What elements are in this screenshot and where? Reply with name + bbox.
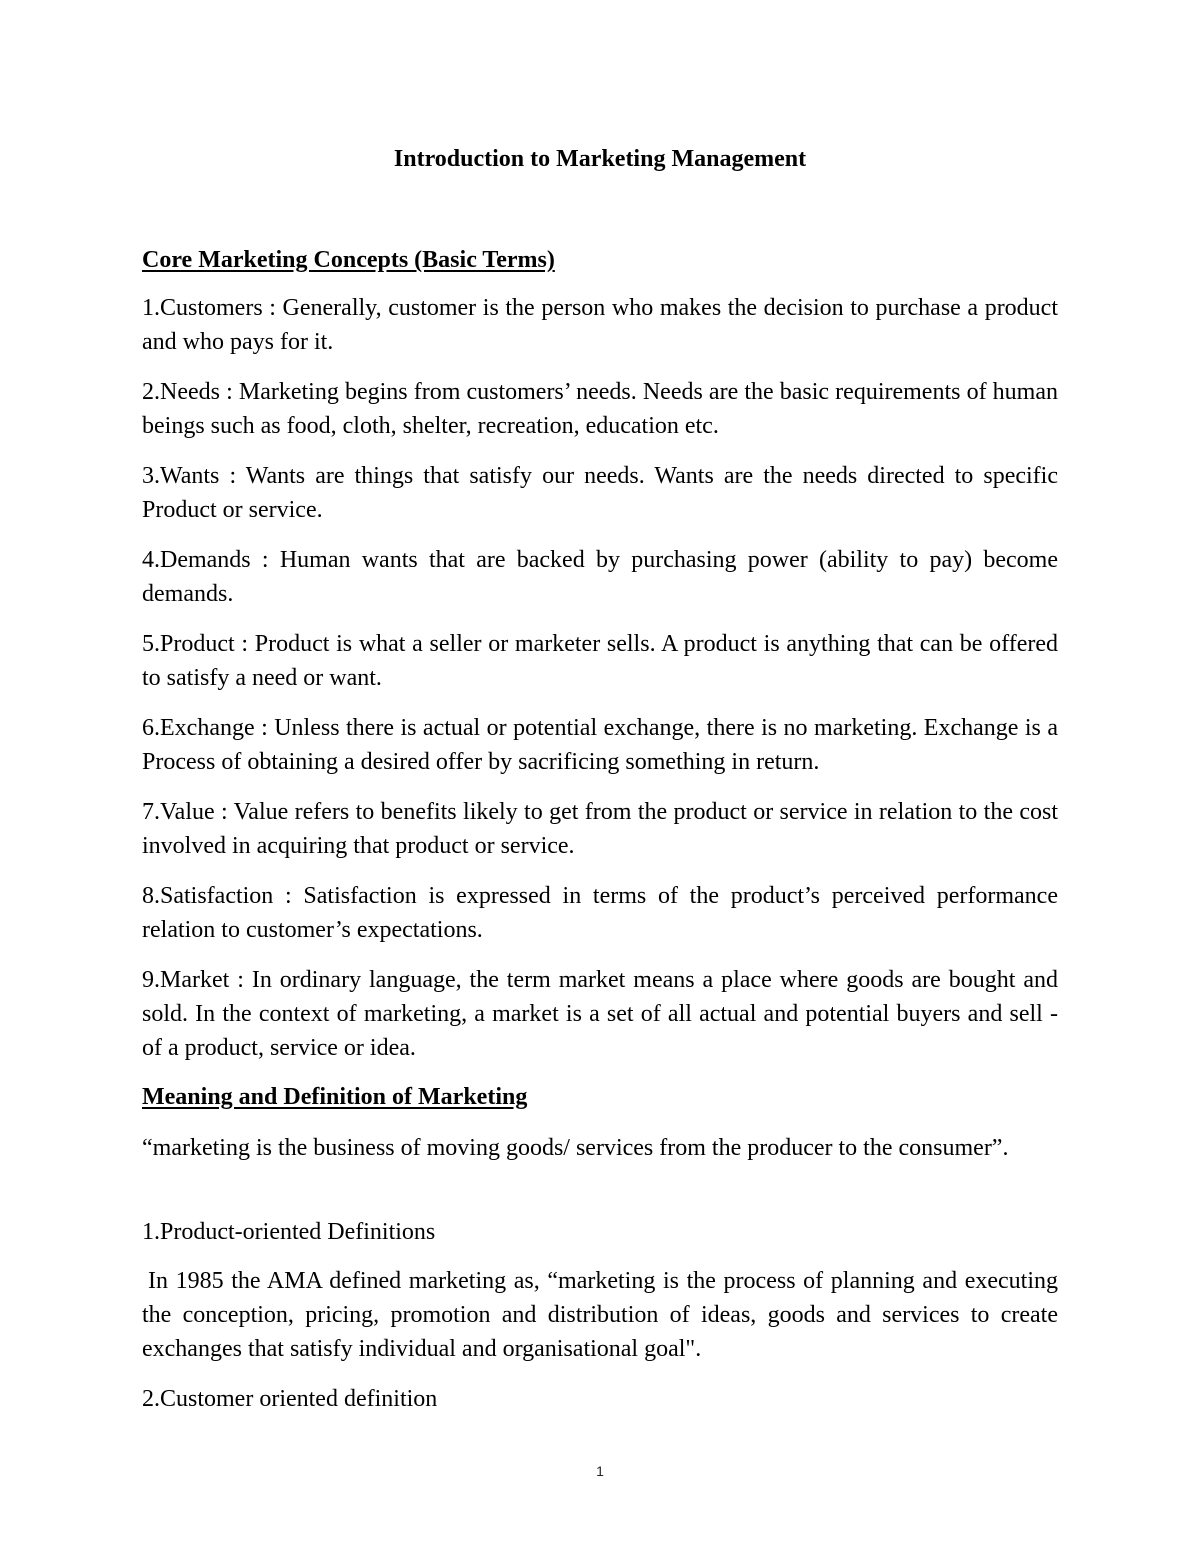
- document-title: Introduction to Marketing Management: [393, 146, 807, 172]
- concept-customers: 1.Customers : Generally, customer is the person who makes the decision to purchase a product and who pays for it.: [142, 295, 1058, 355]
- concept-wants: 3.Wants : Wants are things that satisfy our needs. Wants are the needs directed to specific Product or service.: [142, 463, 1058, 523]
- page-number: 1: [596, 1463, 604, 1479]
- concept-product: 5.Product : Product is what a seller or marketer sells. A product is anything that can be offered to satisfy a need or want.: [142, 631, 1058, 691]
- section-heading-core-concepts: Core Marketing Concepts (Basic Terms): [142, 247, 555, 273]
- subheading-product-oriented: 1.Product-oriented Definitions: [142, 1219, 436, 1245]
- concept-exchange: 6.Exchange : Unless there is actual or potential exchange, there is no marketing. Exchange is a Process of obtaining a desired offer by sacrificing something in return.: [142, 715, 1058, 775]
- concept-demands: 4.Demands : Human wants that are backed by purchasing power (ability to pay) become demands.: [142, 547, 1058, 607]
- concept-satisfaction: 8.Satisfaction : Satisfaction is expressed in terms of the product’s perceived performance relation to customer’s expectations.: [142, 883, 1058, 943]
- subheading-customer-oriented: 2.Customer oriented definition: [142, 1386, 438, 1412]
- concept-needs: 2.Needs : Marketing begins from customers’ needs. Needs are the basic requirements of human beings such as food, cloth, shelter, recreation, education etc.: [142, 379, 1058, 439]
- concept-value: 7.Value : Value refers to benefits likely to get from the product or service in relation to the cost involved in acquiring that product or service.: [142, 799, 1058, 859]
- product-oriented-definition: In 1985 the AMA defined marketing as, “marketing is the process of planning and executing the conception, pricing, promotion and distribution of ideas, goods and services to create exchanges that satisfy individual and organisational goal".: [142, 1268, 1058, 1362]
- concept-market: 9.Market : In ordinary language, the term market means a place where goods are bought and sold. In the context of marketing, a market is a set of all actual and potential buyers and sell - of a product, service or idea.: [142, 967, 1058, 1061]
- marketing-quote: “marketing is the business of moving goods/ services from the producer to the consumer”.: [142, 1135, 1009, 1161]
- section-heading-meaning-definition: Meaning and Definition of Marketing: [142, 1084, 528, 1110]
